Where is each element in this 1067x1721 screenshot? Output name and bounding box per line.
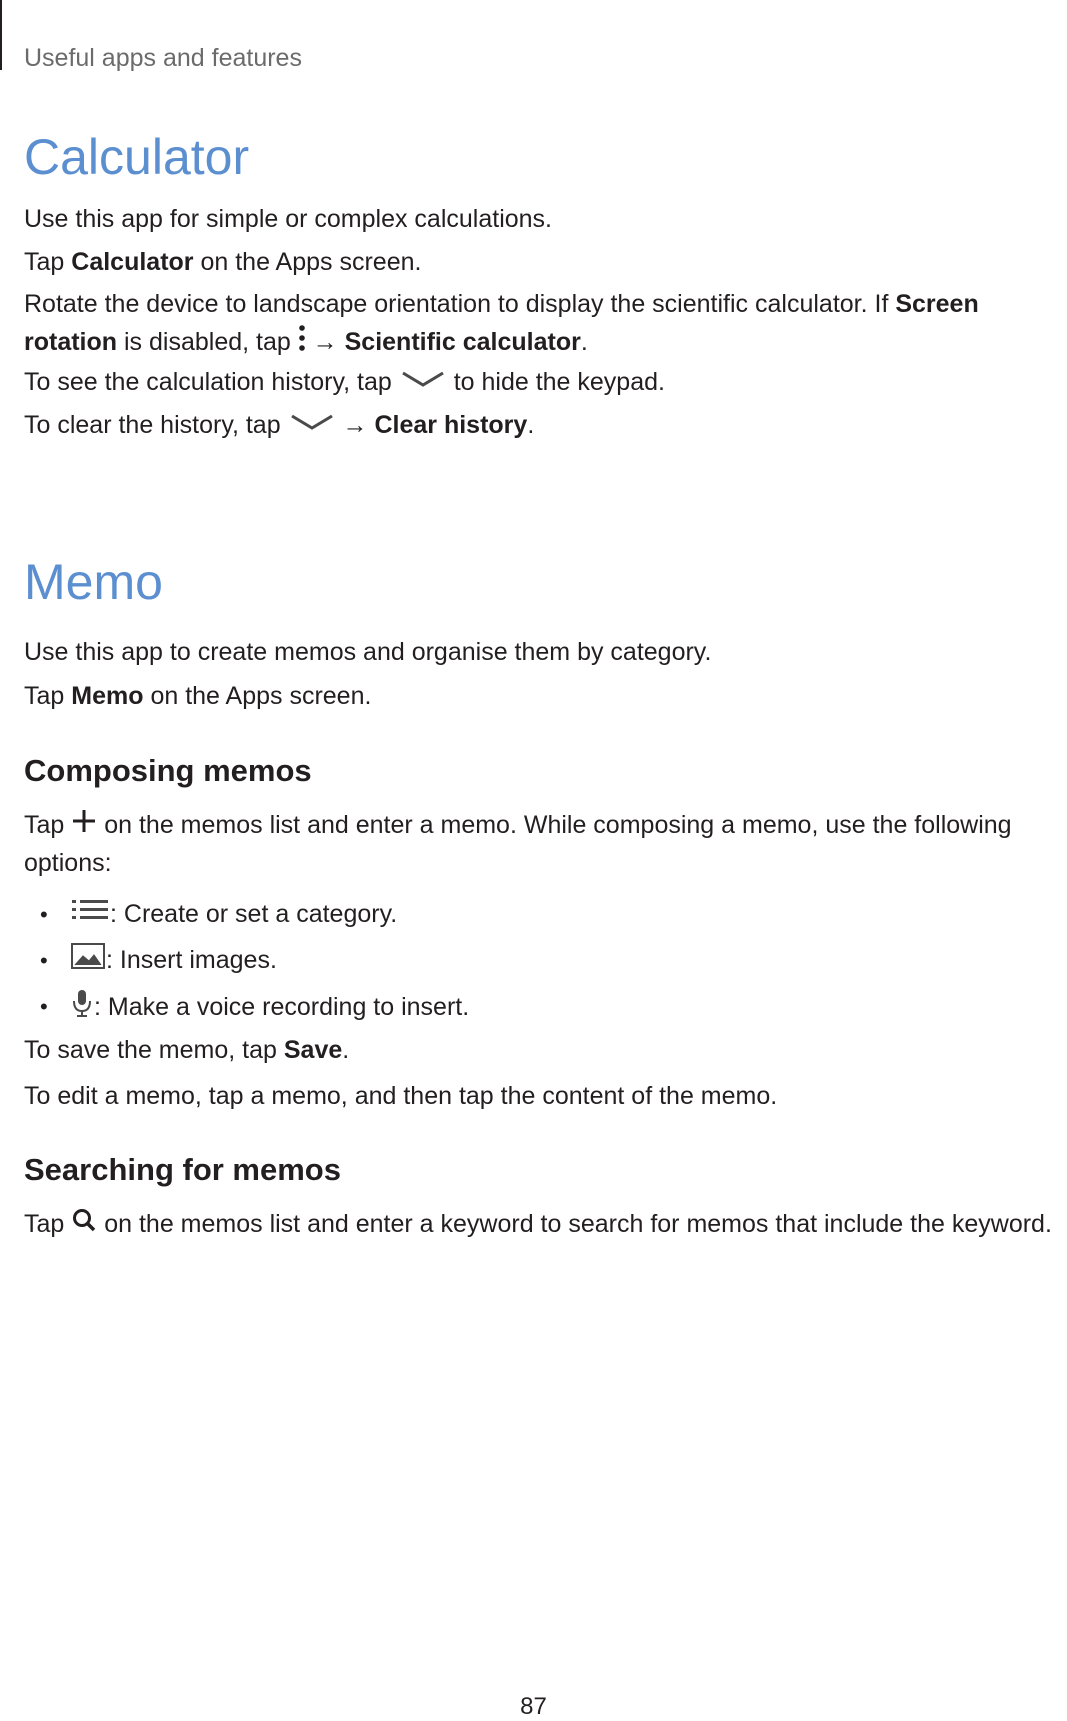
option-image: : Insert images. [70,941,1037,982]
running-header: Useful apps and features [24,44,302,72]
search-instruction: Tap on the memos list and enter a keyword to search for memos that include the keyword. [24,1206,1057,1244]
memo-title: Memo [24,554,163,610]
chevron-down-icon [288,408,336,445]
page-margin-rule [0,0,2,70]
page-number: 87 [520,1693,547,1720]
searching-memos-heading: Searching for memos [24,1152,341,1187]
calculator-intro: Use this app for simple or complex calculations. [24,205,553,233]
edit-instruction: To edit a memo, tap a memo, and then tap the content of the memo. [24,1082,778,1110]
memo-app-name: Memo [71,682,144,710]
chevron-down-icon [399,365,447,402]
composing-memos-heading: Composing memos [24,753,312,788]
calculator-history-instruction: To see the calculation history, tap to hide the keypad. [24,364,1037,402]
save-instruction: To save the memo, tap Save. [24,1036,350,1064]
option-voice: : Make a voice recording to insert. [70,987,1037,1030]
microphone-icon [70,987,94,1030]
calculator-title: Calculator [24,129,250,185]
memo-tap-instruction: Tap Memo on the Apps screen. [24,682,372,710]
search-icon [71,1207,97,1244]
bullet: • [40,994,48,1019]
option-category: : Create or set a category. [70,895,1037,936]
composing-instruction: Tap on the memos list and enter a memo. While composing a memo, use the following options: [24,807,1037,882]
plus-icon [71,808,97,845]
more-options-icon [298,323,306,364]
category-list-icon [70,895,110,936]
bullet: • [40,902,48,927]
bullet: • [40,948,48,973]
calculator-clear-instruction: To clear the history, tap → Clear history. [24,407,1037,445]
memo-intro: Use this app to create memos and organise them by category. [24,638,712,666]
calculator-tap-instruction: Tap Calculator on the Apps screen. [24,248,422,276]
calculator-app-name: Calculator [71,248,194,276]
calculator-rotate-instruction: Rotate the device to landscape orientation to display the scientific calculator. If Screen rotation is disabled, tap → Scientific calculator. [24,286,1037,364]
image-icon [70,941,106,982]
